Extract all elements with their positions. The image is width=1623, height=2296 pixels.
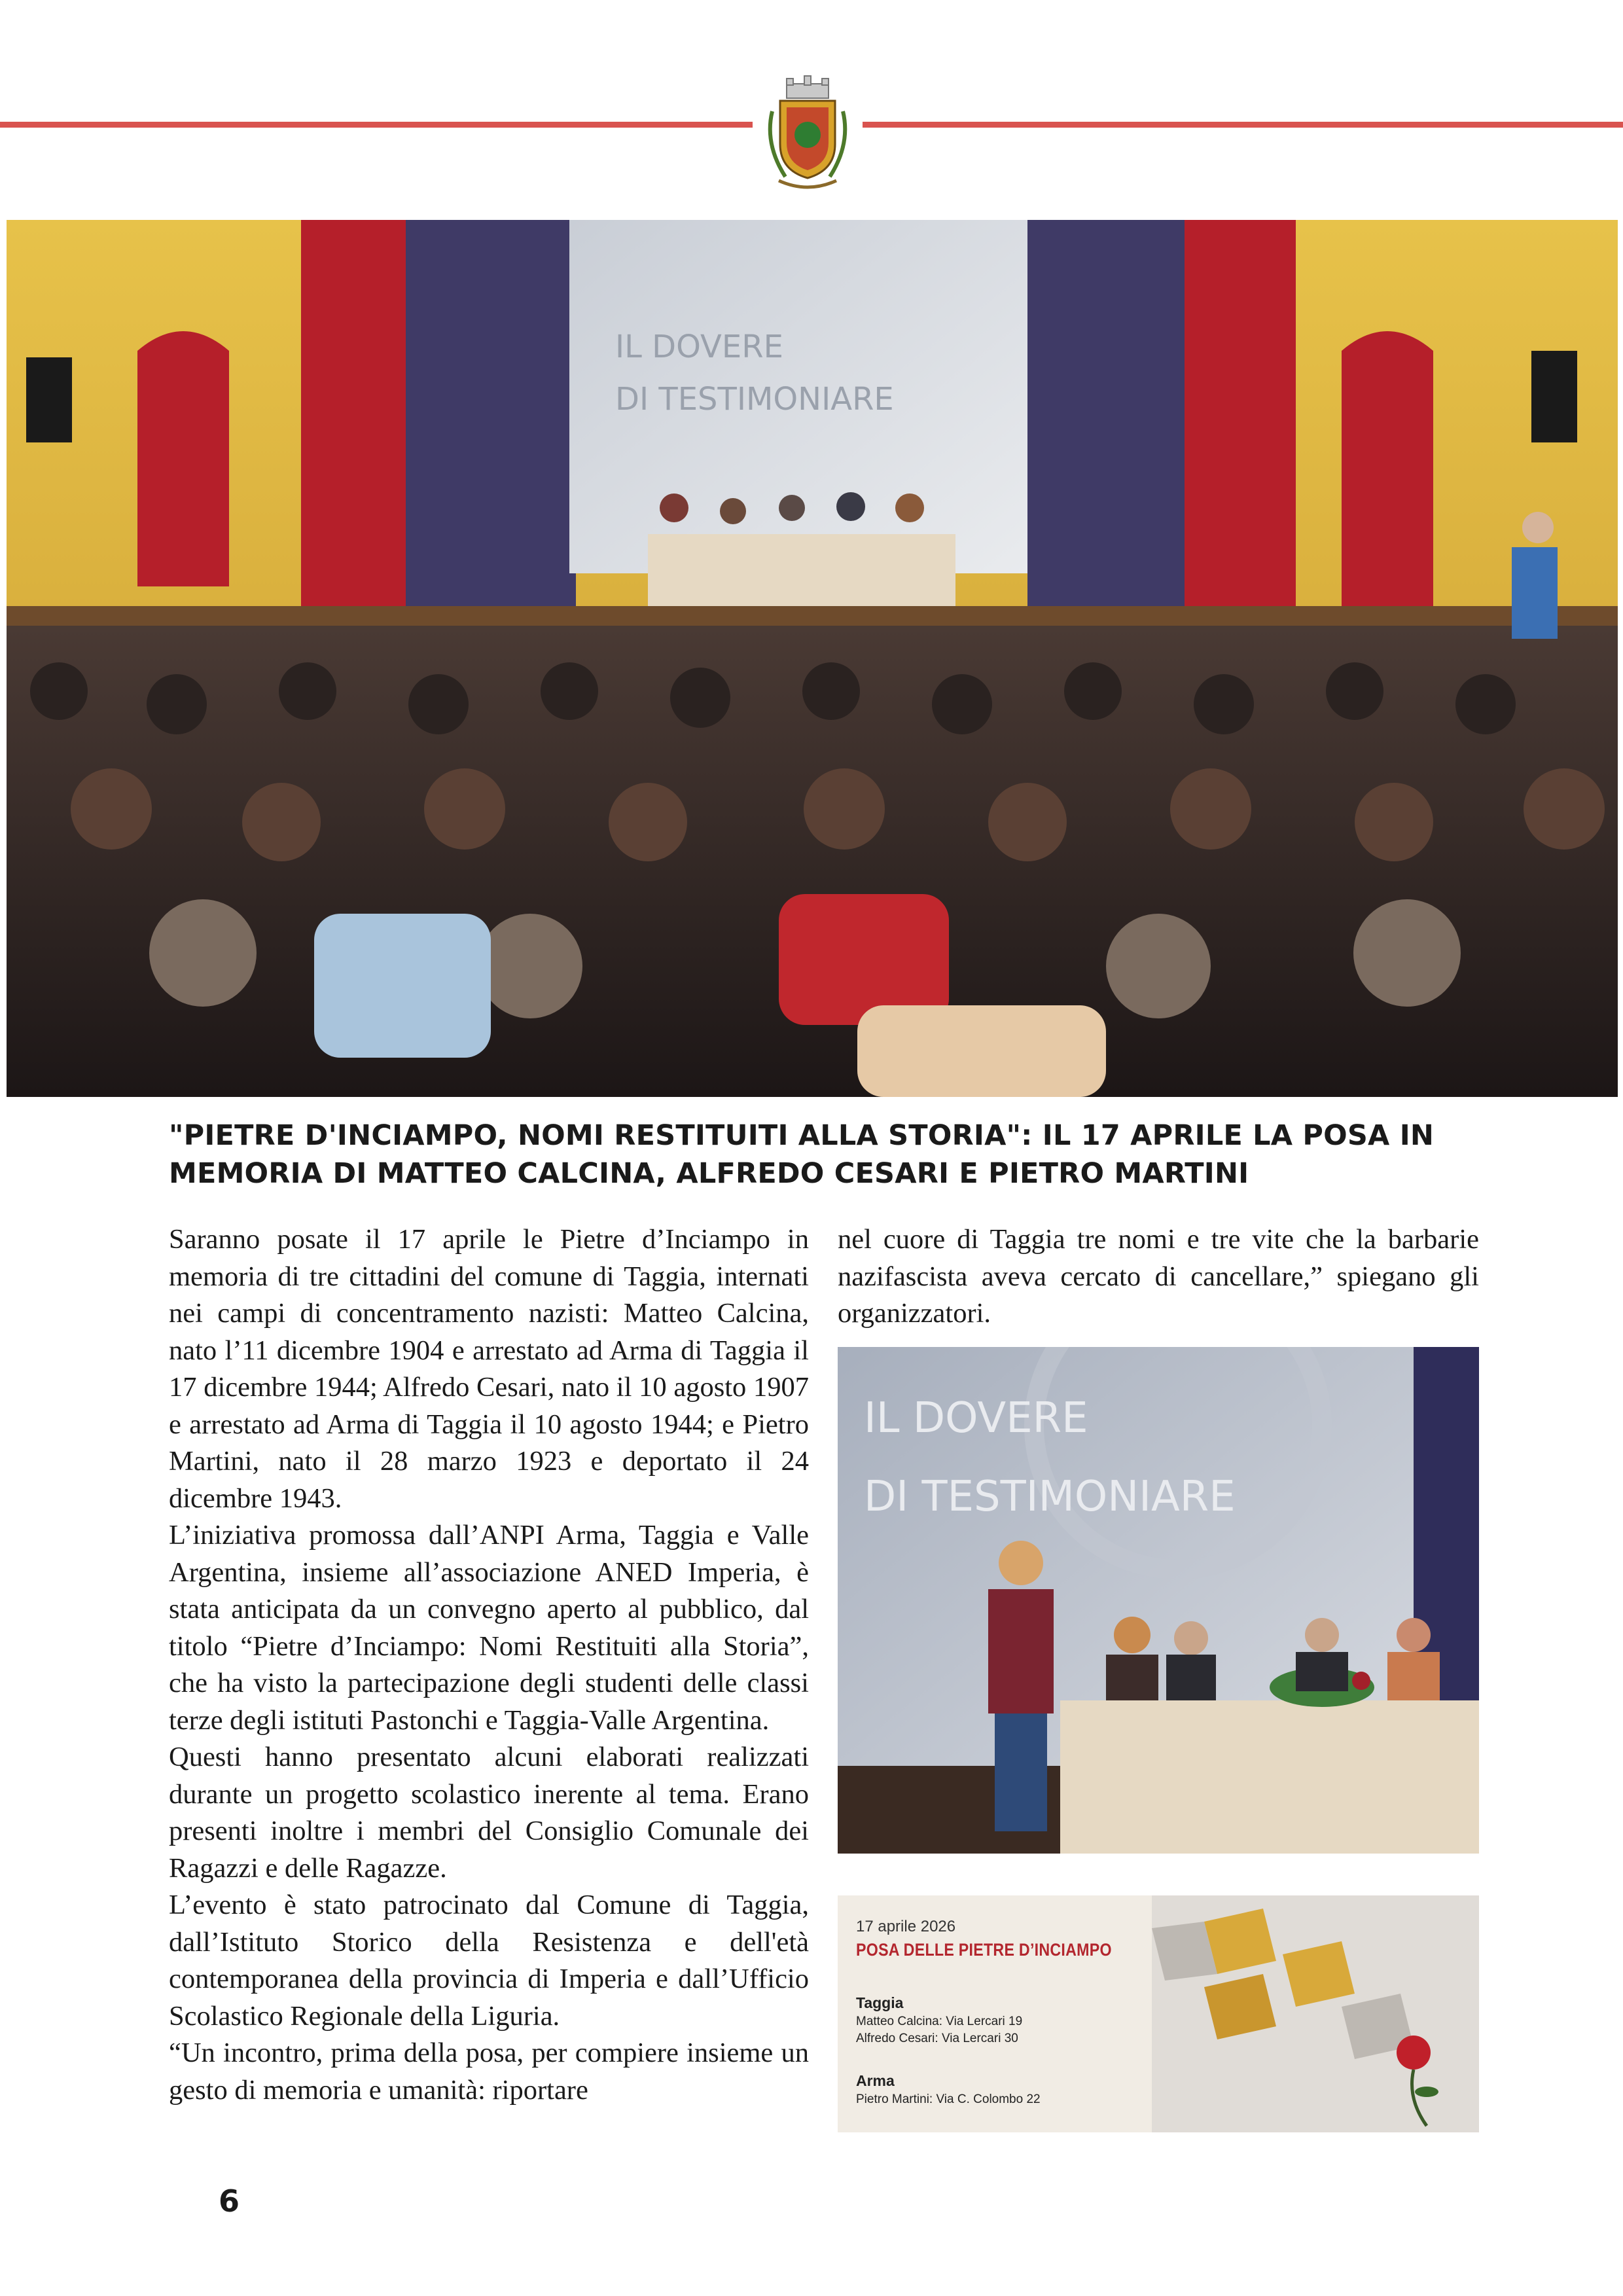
projection-title-line2: DI TESTIMONIARE [615,381,894,418]
paragraph-4: L’evento è stato patrocinato dal Comune di Taggia, dall’Istituto Storico della Resistenza e dell'età contemporanea della provincia di Imperia e dall’Ufficio Scolastico Regionale della Liguria. [169,1890,809,2032]
paragraph-5-end: nel cuore di Taggia tre nomi e tre vite che la barbarie nazifascista aveva cercato di cancellare,” spiegano gli organizzatori. [838,1224,1479,1329]
headline-line-2: MEMORIA DI MATTEO CALCINA, ALFREDO CESARI E PIETRO MARTINI [169,1157,1249,1190]
paragraph-2: L’iniziativa promossa dall’ANPI Arma, Taggia e Valle Argentina, insieme all’associazione ANED Imperia, è stata anticipata da un convegno aperto al pubblico, dal titolo “Pietre d’Inciampo: Nomi Restituiti alla Storia”, che ha visto la partecipazione degli studenti delle classi terze degli istituti Pastonchi e Taggia-Valle Argentina. [169,1520,809,1736]
location-arma: Arma [856,2072,895,2089]
paragraph-3: Questi hanno presentato alcuni elaborati realizzati durante un progetto scolastico inerente al tema. Erano presenti inoltre i membri del Consiglio Comunale dei Ragazzi e delle Ragazze. [169,1742,809,1884]
location-taggia-line-1: Matteo Calcina: Via Lercari 19 [856,2015,1023,2028]
speaker-photo [838,1347,1479,1854]
paragraph-1: Saranno posate il 17 aprile le Pietre d’Inciampo in memoria di tre cittadini del comune di Taggia, internati nei campi di concentramento nazisti: Matteo Calcina, nato l’11 dicembre 1904 e arrestato ad Arma di Taggia il 17 dicembre 1944; Alfredo Cesari, nato il 10 agosto 1907 e arrestato ad Arma di Taggia il 10 agosto 1944; e Pietro Martini, nato il 28 marzo 1923 e deportato il 24 dicembre 1943. [169,1224,809,1514]
paragraph-5-start: “Un incontro, prima della posa, per compiere insieme un gesto di memoria e umanità: riportare [169,2037,809,2106]
stolpersteine-event-card [838,1895,1479,2132]
event-date: 17 aprile 2026 [856,1918,956,1935]
headline-line-1: "PIETRE D'INCIAMPO, NOMI RESTITUITI ALLA STORIA": IL 17 APRILE LA POSA IN [169,1119,1435,1152]
location-arma-line-1: Pietro Martini: Via C. Colombo 22 [856,2092,1041,2106]
header-rule-right [863,122,1623,128]
auditorium-photo [7,220,1618,1097]
header-rule-left [0,122,753,128]
page-number: 6 [219,2183,240,2219]
event-card-text [856,1918,1153,2107]
article-headline [169,1117,1484,1193]
municipal-crest-icon [753,72,863,196]
article-column-left [169,1221,809,2109]
screen-title-line2: DI TESTIMONIARE [864,1473,1236,1521]
screen-title-line1: IL DOVERE [864,1394,1088,1443]
article-column-right [838,1221,1479,1333]
event-title: POSA DELLE PIETRE D’INCIAMPO [856,1940,1112,1960]
location-taggia-line-2: Alfredo Cesari: Via Lercari 30 [856,2032,1018,2045]
projection-title-line1: IL DOVERE [615,329,783,365]
location-taggia: Taggia [856,1994,904,2011]
